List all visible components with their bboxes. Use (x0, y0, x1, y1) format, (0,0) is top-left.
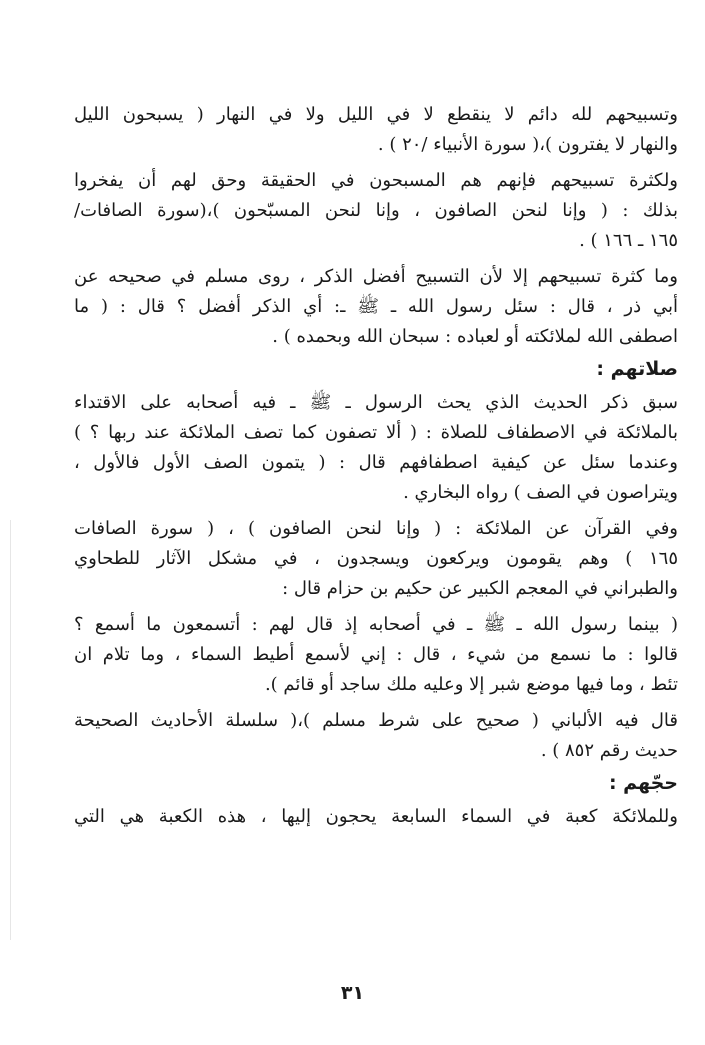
text-line: وفي القرآن عن الملائكة : ( وإنا لنحن الصافون ) ، ( سورة الصافات (74, 518, 678, 539)
paragraph-tasbih-abundance (74, 166, 678, 256)
text-line: بالملائكة في الاصطفاف للصلاة : ( ألا تصفون كما تصف الملائكة عند ربها ؟ ) (74, 422, 678, 443)
text-line: قالوا : ما نسمع من شيء ، قال : إني لأسمع أطيط السماء ، وما تلام ان (74, 644, 678, 665)
text-line: وما كثرة تسبيحهم إلا لأن التسبيح أفضل الذكر ، روى مسلم في صحيحه عن (74, 266, 678, 287)
paragraph-best-dhikr (74, 262, 678, 352)
text-line: ١٦٥ ـ ١٦٦ ) . (579, 230, 678, 251)
text-line: وللملائكة كعبة في السماء السابعة يحجون إليها ، هذه الكعبة هي التي (74, 806, 678, 827)
paragraph-heavenly-kaaba (74, 802, 678, 832)
section-heading-prayer: صلاتهم : (596, 358, 678, 380)
text-line: ١٦٥ ) وهم يقومون ويركعون ويسجدون ، في مشكل الآثار للطحاوي (74, 548, 678, 569)
text-line: حديث رقم ٨٥٢ ) . (540, 740, 678, 761)
text-line: سبق ذكر الحديث الذي يحث الرسول ـ ﷺ ـ فيه أصحابه على الاقتداء (74, 392, 678, 413)
text-line: وتسبيحهم لله دائم لا ينقطع لا في الليل ولا في النهار ( يسبحون الليل (74, 104, 678, 125)
text-line: تئط ، وما فيها موضع شبر إلا وعليه ملك ساجد أو قائم ). (264, 674, 678, 695)
text-line: بذلك : ( وإنا لنحن الصافون ، وإنا لنحن المسبّحون )،(سورة الصافات/ (74, 200, 678, 221)
text-line: ( بينما رسول الله ـ ﷺ ـ في أصحابه إذ قال لهم : أتسمعون ما أسمع ؟ (74, 614, 678, 635)
text-line: أبي ذر ، قال : سئل رسول الله ـ ﷺ ـ: أي الذكر أفضل ؟ قال : ( ما (74, 296, 678, 317)
scan-edge-line (10, 520, 11, 940)
page-number: ٣١ (340, 982, 365, 1004)
paragraph-tasbih-constant (74, 100, 678, 160)
text-line: ويتراصون في الصف ) رواه البخاري . (403, 482, 678, 503)
section-heading-hajj: حجّهم : (608, 772, 678, 794)
text-line: وعندما سئل عن كيفية اصطفافهم قال : ( يتمون الصف الأول فالأول ، (74, 452, 678, 473)
page-body (74, 100, 678, 832)
paragraph-quran-angels (74, 514, 678, 604)
text-line: ولكثرة تسبيحهم فإنهم هم المسبحون في الحقيقة وحق لهم أن يفخروا (74, 170, 678, 191)
text-line: قال فيه الألباني ( صحيح على شرط مسلم )،( سلسلة الأحاديث الصحيحة (74, 710, 678, 731)
paragraph-albani-grading (74, 706, 678, 766)
paragraph-ranks-hadith (74, 388, 678, 508)
text-line: والطبراني في المعجم الكبير عن حكيم بن حزام قال : (282, 578, 678, 599)
text-line: اصطفى الله لملائكته أو لعباده : سبحان الله وبحمده ) . (272, 326, 678, 347)
paragraph-heaven-creaks (74, 610, 678, 700)
text-line: والنهار لا يفترون )،( سورة الأنبياء /٢٠ ) . (377, 134, 678, 155)
